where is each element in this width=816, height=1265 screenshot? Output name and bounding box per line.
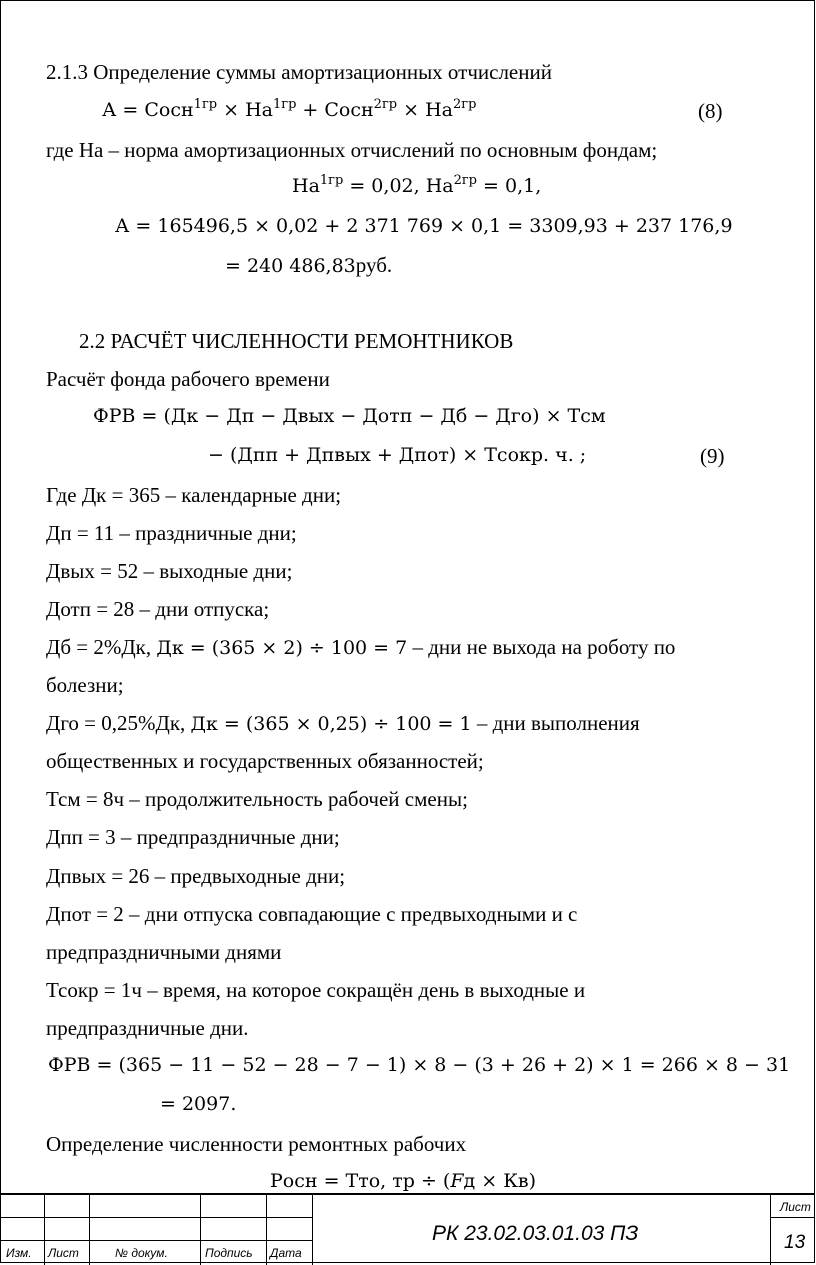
- def-tsokr: Тсокр = 1ч – время, на которое сокращён день в выходные и: [46, 978, 586, 1002]
- frv-calc-line2: = 2097.: [160, 1093, 237, 1115]
- amortization-calc-line1: А = 165496,5 × 0,02 + 2 371 769 × 0,1 = 3309,93 + 237 176,9: [115, 215, 733, 237]
- stamp-label-list: Лист: [48, 1246, 79, 1260]
- frv-calc-line1: ФРВ = (365 − 11 − 52 − 28 − 7 − 1) × 8 − (3 + 26 + 2) × 1 = 266 × 8 − 31: [48, 1054, 791, 1076]
- document-code: РК 23.02.03.01.03 ПЗ: [432, 1222, 639, 1245]
- stamp-divider: [312, 1195, 313, 1265]
- stamp-divider: [89, 1195, 90, 1265]
- def-dgo-cont: общественных и государственных обязанностей;: [46, 749, 484, 773]
- workers-heading: Определение численности ремонтных рабочих: [46, 1132, 467, 1156]
- where-na-text: где На – норма амортизационных отчислений по основным фондам;: [46, 138, 658, 162]
- def-dpp: Дпп = 3 – предпраздничные дни;: [46, 825, 340, 849]
- formula-9-number: (9): [700, 444, 725, 468]
- def-dotp: Дотп = 28 – дни отпуска;: [46, 597, 270, 621]
- section-213-title: 2.1.3 Определение суммы амортизационных отчислений: [46, 60, 552, 84]
- def-dk: Где Дк = 365 – календарные дни;: [46, 483, 342, 507]
- section-22-title: 2.2 РАСЧЁТ ЧИСЛЕННОСТИ РЕМОНТНИКОВ: [79, 329, 514, 353]
- formula-9-line2: − (Дпп + Дпвых + Дпот) × Тсокр. ч. ;: [208, 444, 587, 466]
- formula-8-number: (8): [698, 99, 723, 123]
- stamp-row-line: [0, 1240, 313, 1241]
- rosn-formula: Росн = Тто, тр ÷ (𝐹д × Кв): [270, 1170, 537, 1192]
- sheet-label: Лист: [780, 1200, 811, 1214]
- title-block: [0, 1193, 815, 1265]
- def-tsm: Тсм = 8ч – продолжительность рабочей смены;: [46, 787, 468, 811]
- def-dvyh: Двых = 52 – выходные дни;: [46, 559, 293, 583]
- stamp-label-date: Дата: [270, 1246, 302, 1260]
- sheet-number: 13: [784, 1232, 806, 1253]
- def-tsokr-cont: предпраздничные дни.: [46, 1016, 249, 1040]
- formula-9-line1: ФРВ = (Дк − Дп − Двых − Дотп − Дб − Дго) × Тсм: [93, 405, 606, 427]
- def-dpvyh: Дпвых = 26 – предвыходные дни;: [46, 864, 346, 888]
- def-dp: Дп = 11 – праздничные дни;: [46, 521, 297, 545]
- stamp-label-doc-num: № докум.: [115, 1246, 168, 1260]
- stamp-row-line: [0, 1217, 313, 1218]
- def-dpot: Дпот = 2 – дни отпуска совпадающие с предвыходными и с: [46, 902, 578, 926]
- def-dgo: Дго = 0,25%Дк, Дк = (365 × 0,25) ÷ 100 = 1 – дни выполнения: [46, 711, 640, 735]
- stamp-divider: [266, 1195, 267, 1265]
- def-db: Дб = 2%Дк, Дк = (365 × 2) ÷ 100 = 7 – дни не выхода на роботу по: [46, 635, 676, 659]
- def-dpot-cont: предпраздничными днями: [46, 940, 282, 964]
- stamp-divider: [200, 1195, 201, 1265]
- amortization-calc-line2: = 240 486,83руб.: [225, 253, 393, 277]
- stamp-divider: [44, 1195, 45, 1265]
- stamp-label-izm: Изм.: [6, 1246, 32, 1260]
- stamp-label-sign: Подпись: [205, 1246, 253, 1260]
- def-db-cont: болезни;: [46, 673, 124, 697]
- stamp-divider: [770, 1195, 771, 1265]
- frv-heading: Расчёт фонда рабочего времени: [46, 367, 330, 391]
- formula-8: А = Сосн$^{1гр}$ × $На^{1гр}$ + Сосн$^{2гр}$ × $На^{2гр}$: [102, 97, 477, 121]
- stamp-row-line: [770, 1217, 815, 1218]
- na-values: $На^{1гр} = 0,02$, $На^{2гр} = 0,1$,: [292, 173, 542, 197]
